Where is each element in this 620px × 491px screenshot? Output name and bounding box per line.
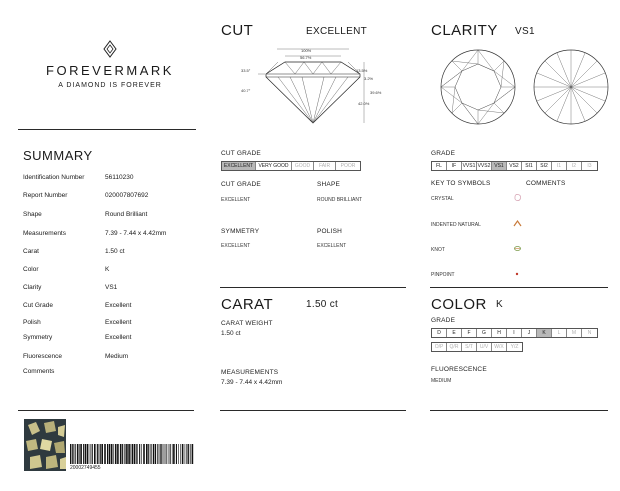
summary-row-label: Carat [23,248,39,255]
grade-cell: POOR [340,163,356,169]
cut-grade-label: CUT GRADE [221,181,261,188]
grade-cell: G [477,329,492,337]
grade-cell: D [432,329,447,337]
summary-row-value: Excellent [105,319,132,326]
summary-row-label: Identification Number [23,174,85,181]
summary-row-label: Cut Grade [23,302,53,309]
summary-row-label: Clarity [23,284,42,291]
summary-row-value: Excellent [105,302,132,309]
divider [18,129,196,130]
measurements-label: MEASUREMENTS [221,369,279,376]
fluorescence-value: MEDIUM [431,378,452,384]
color-title: COLOR [431,296,487,313]
barcode-number: 20002749455 [70,465,101,471]
summary-title: SUMMARY [23,148,93,163]
grade-cell: GOOD [292,162,314,170]
brand-tagline: A DIAMOND IS FOREVER [58,82,162,89]
diamond-photo [24,419,66,471]
clarity-title: CLARITY [431,22,498,39]
dim-total-depth: 42.0% [358,101,370,106]
cut-grade-scale-label: CUT GRADE [221,150,261,157]
summary-row-label: Symmetry [23,334,53,341]
cut-value: EXCELLENT [306,26,368,37]
symbol-label-knot: KNOT [431,247,445,253]
grade-cell: I1 [552,162,567,170]
grade-cell: U/V [477,343,492,351]
summary-row-value: 7.39 - 7.44 x 4.42mm [105,230,167,237]
divider [430,410,608,411]
grade-cell: Q/R [447,343,462,351]
color-value: K [496,299,503,310]
grade-cell: I2 [567,162,582,170]
carat-weight-label: CARAT WEIGHT [221,320,273,327]
grade-cell: W/X [492,343,507,351]
grade-cell: I3 [587,163,592,169]
brand-name: FOREVERMARK [46,63,174,78]
summary-row-value: K [105,266,110,273]
comments-label: COMMENTS [526,180,566,187]
grade-cell: I [507,329,522,337]
grade-cell: L [552,329,567,337]
divider [18,410,194,411]
grade-cell: FL [432,162,447,170]
clarity-grade-scale [431,161,598,171]
symbol-label-indented-natural: INDENTED NATURAL [431,222,481,228]
grade-cell: SI2 [537,162,552,170]
summary-row-label: Measurements [23,230,66,237]
pinpoint-icon [514,271,520,279]
summary-row-label: Report Number [23,192,68,199]
summary-row-value: 1.50 ct [105,248,125,255]
grade-cell: F [462,329,477,337]
grade-cell: N [587,330,592,336]
brand-logo [101,40,119,58]
grade-cell: FAIR [314,162,336,170]
dim-pavilion-depth: 39.6% [370,90,382,95]
summary-row-value: VS1 [105,284,118,291]
divider [430,287,608,288]
summary-row-label: Comments [23,368,55,375]
divider [220,287,406,288]
summary-row-label: Polish [23,319,41,326]
grade-cell: M [567,329,582,337]
color-grade-scale-oz [431,342,523,352]
divider [220,410,406,411]
clarity-plot-crown [439,48,517,126]
grade-cell: Y/Z [510,344,519,350]
polish-label: POLISH [317,228,343,235]
polish-value: EXCELLENT [317,243,347,249]
summary-row-value: 56110230 [105,174,134,181]
grade-cell: J [522,329,537,337]
summary-row-label: Fluorescence [23,353,63,360]
fluorescence-label: FLUORESCENCE [431,366,487,373]
indented-natural-icon [513,219,522,230]
grade-cell: VS1 [492,162,507,170]
summary-row-value: Round Brilliant [105,211,148,218]
summary-row-value: Excellent [105,334,132,341]
cut-proportion-diagram [238,45,388,130]
shape-value: ROUND BRILLIANT [317,197,363,203]
grade-cell: E [447,329,462,337]
dim-table-top: 100% [301,48,312,53]
grade-cell: H [492,329,507,337]
summary-row-value: 020007807692 [105,192,149,199]
grade-cell: S/T [462,343,477,351]
crystal-outline-icon [513,193,522,204]
grade-cell: VVS1 [462,163,476,169]
color-grade-label: GRADE [431,317,456,324]
diamond-outline-icon [101,40,119,58]
grade-cell: O/P [432,343,447,351]
dim-crown-angle: 33.5° [241,68,251,73]
summary-row-value: Medium [105,353,129,360]
summary-row-label: Color [23,266,39,273]
dim-table-width: 56.7% [300,55,312,60]
grade-cell: IF [447,162,462,170]
clarity-plot-pavilion [532,48,610,126]
cut-title: CUT [221,22,254,39]
cut-grade-scale [221,161,361,171]
color-grade-scale-dz [431,328,598,338]
grade-cell: SI1 [522,162,537,170]
grade-cell: VERY GOOD [256,162,292,170]
symbol-label-crystal: CRYSTAL [431,196,454,202]
shape-label: SHAPE [317,181,341,188]
grade-cell: EXCELLENT [222,162,256,170]
dim-girdle: 3.2% [364,76,374,81]
grade-cell: VVS2 [477,163,491,169]
summary-row-label: Shape [23,211,42,218]
clarity-value: VS1 [515,26,535,37]
cut-grade-value: EXCELLENT [221,197,251,203]
symmetry-label: SYMMETRY [221,228,260,235]
clarity-grade-label: GRADE [431,150,456,157]
grade-cell: K [537,329,552,337]
dim-crown-height: 13.5% [356,68,368,73]
measurements-value: 7.39 - 7.44 x 4.42mm [221,379,283,386]
carat-title: CARAT [221,296,274,313]
symbol-label-pinpoint: PINPOINT [431,272,455,278]
knot-icon [513,244,522,255]
key-to-symbols-label: KEY TO SYMBOLS [431,180,491,187]
grade-cell: VS2 [507,162,522,170]
dim-pavilion-angle: 40.7° [241,88,251,93]
carat-value: 1.50 ct [306,299,339,310]
carat-weight-value: 1.50 ct [221,330,241,337]
barcode [70,444,194,464]
symmetry-value: EXCELLENT [221,243,251,249]
